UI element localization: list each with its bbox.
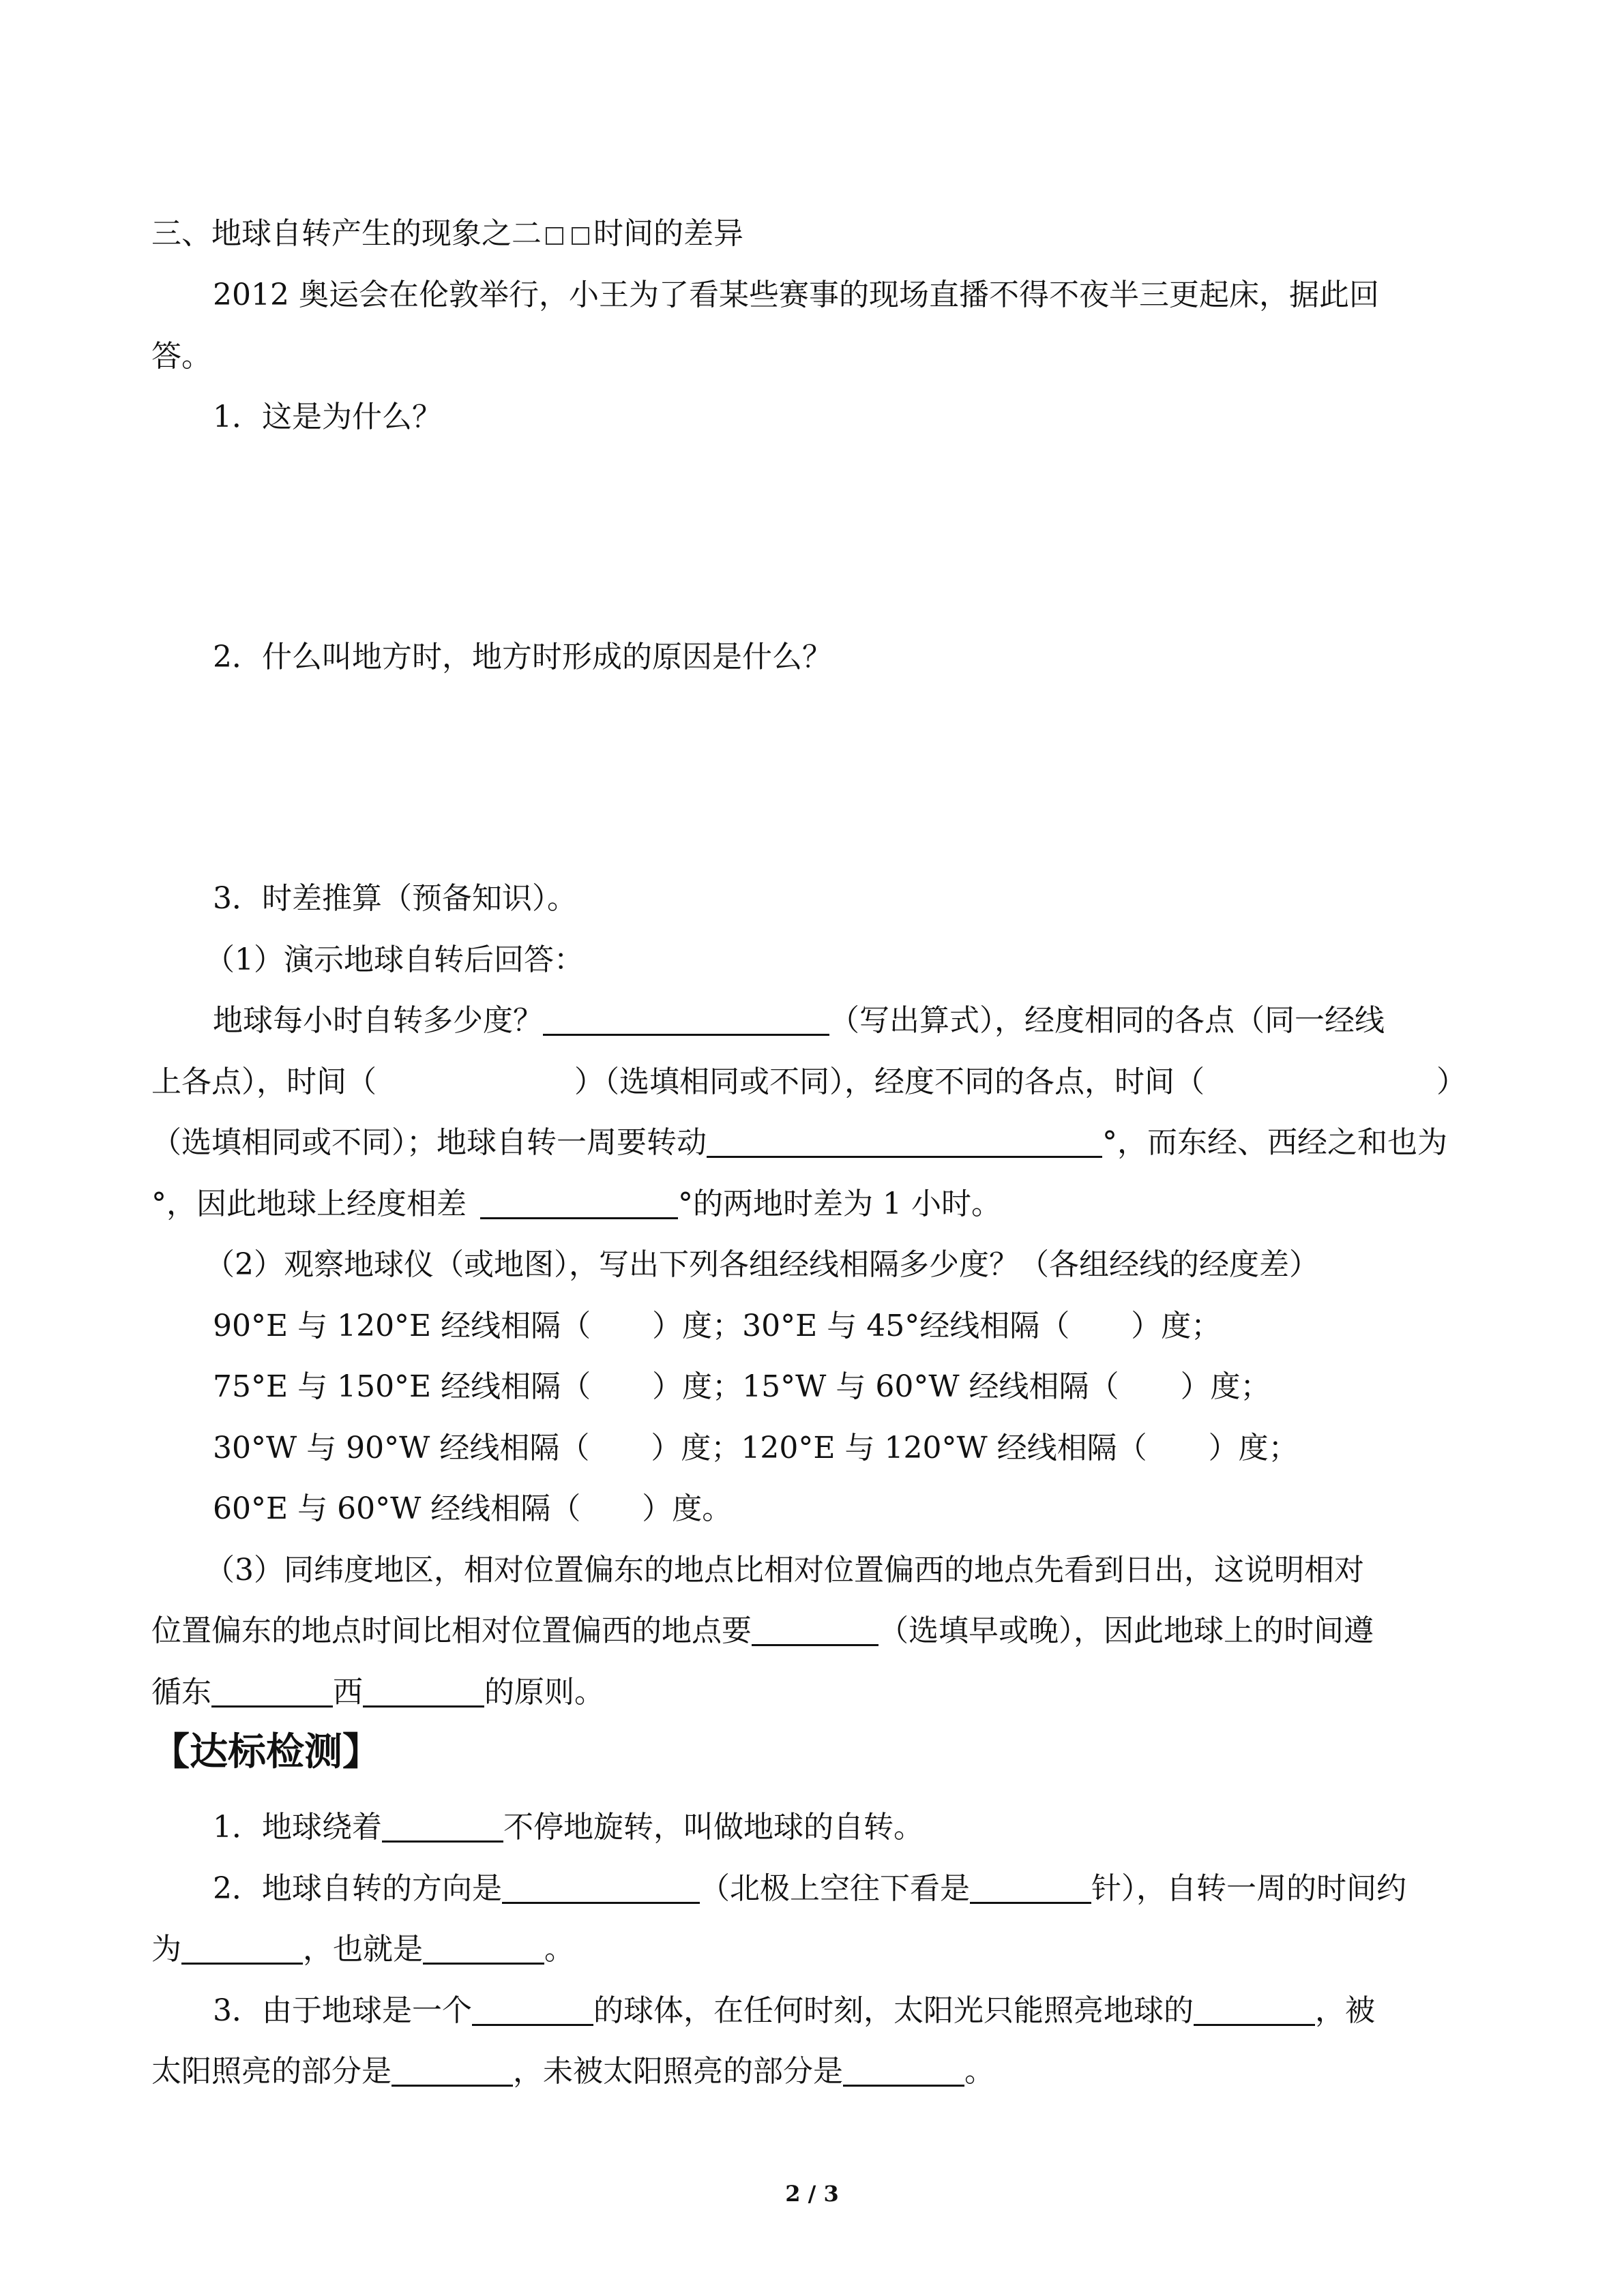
part2-row2: 75°E 与 150°E 经线相隔（ ）度；15°W 与 60°W 经线相隔（ ）度； [213,1369,1271,1404]
missing-glyph-box [546,227,563,245]
intro-text-cont: 答。 [151,339,211,374]
check-q3-cont: 太阳照亮的部分是 ，未被太阳照亮的部分是 。 [151,2054,994,2089]
answer-blank[interactable] [502,1872,700,1904]
part3-line2: 位置偏东的地点时间比相对位置偏西的地点要 （选填早或晚），因此地球上的时间遵 [151,1613,1374,1648]
question-2: 2．什么叫地方时，地方时形成的原因是什么？ [213,640,832,674]
answer-blank[interactable] [752,1614,879,1646]
answer-blank[interactable] [211,1675,333,1708]
intro-text: 2012 奥运会在伦敦举行，小王为了看某些赛事的现场直播不得不夜半三更起床，据此回 [213,278,1379,312]
answer-blank[interactable] [1194,1994,1315,2026]
answer-blank[interactable] [472,1994,593,2026]
check-q3: 3．由于地球是一个 的球体，在任何时刻，太阳光只能照亮地球的 ，被 [213,1993,1375,2028]
part2-title: （2）观察地球仪（或地图），写出下列各组经线相隔多少度？（各组经线的经度差） [205,1247,1319,1282]
answer-blank[interactable] [392,2055,513,2087]
check-q2-cont: 为 ，也就是 。 [151,1932,574,1967]
answer-blank[interactable] [543,1004,829,1036]
answer-blank[interactable] [181,1933,303,1965]
answer-blank[interactable] [363,1675,484,1708]
question-1: 1．这是为什么？ [213,400,442,434]
check-heading: 【达标检测】 [151,1730,381,1774]
answer-blank[interactable] [843,2055,964,2087]
part2-row1: 90°E 与 120°E 经线相隔（ ）度；30°E 与 45°经线相隔（ ）度； [213,1309,1222,1343]
check-q2: 2．地球自转的方向是 （北极上空往下看是 针），自转一周的时间约 [213,1871,1406,1906]
part1-line1: 地球每小时自转多少度？ （写出算式），经度相同的各点（同一经线 [213,1003,1385,1038]
part1-line4: °，因此地球上经度相差 °的两地时差为 1 小时。 [151,1187,1001,1221]
part3-line3: 循东 西 的原则。 [151,1675,604,1710]
section-title: 三、地球自转产生的现象之二 时间的差异 [151,216,743,251]
answer-blank[interactable] [970,1872,1091,1904]
check-q1: 1．地球绕着 不停地旋转，叫做地球的自转。 [213,1810,924,1845]
answer-blank[interactable] [423,1933,544,1965]
part1-line2: 上各点），时间（ ）（选填相同或不同），经度不同的各点，时间（ ） [151,1064,1466,1099]
part1-title: （1）演示地球自转后回答： [205,942,584,977]
answer-blank[interactable] [480,1187,678,1219]
page-number: 2 / 3 [785,2181,839,2207]
part2-row4: 60°E 与 60°W 经线相隔（ ）度。 [213,1491,733,1526]
answer-blank[interactable] [382,1810,503,1843]
answer-blank[interactable] [707,1126,1102,1158]
part3-line1: （3）同纬度地区，相对位置偏东的地点比相对位置偏西的地点先看到日出，这说明相对 [205,1553,1364,1587]
part2-row3: 30°W 与 90°W 经线相隔（ ）度；120°E 与 120°W 经线相隔（ ）度； [213,1431,1299,1465]
question-3: 3．时差推算（预备知识）。 [213,881,577,916]
part1-line3: （选填相同或不同）；地球自转一周要转动 °，而东经、西经之和也为 [151,1125,1447,1160]
missing-glyph-box [572,227,589,245]
